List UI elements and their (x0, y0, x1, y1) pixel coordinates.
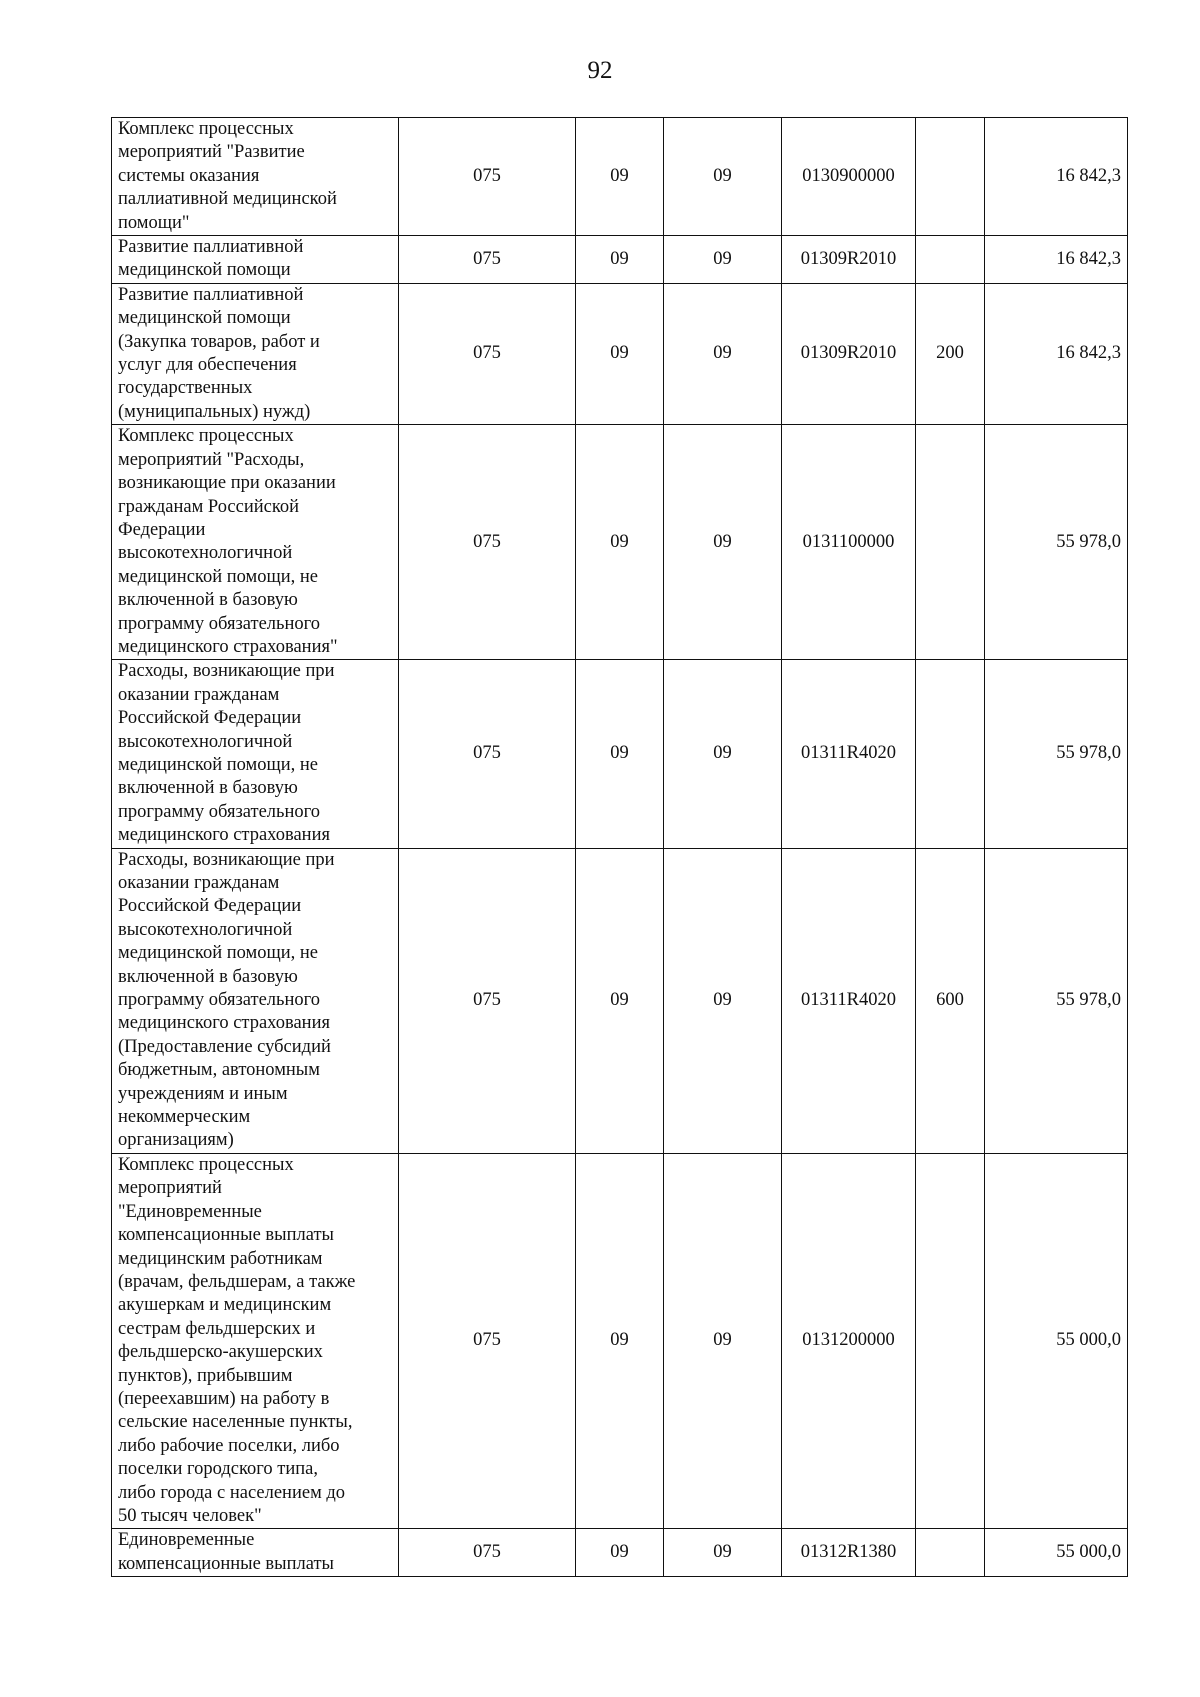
ministry-code: 075 (399, 425, 576, 660)
table-row (112, 236, 1128, 284)
target-article-code: 01311R4020 (782, 848, 916, 1153)
expense-type-code (916, 1153, 985, 1529)
subsection-code: 09 (664, 425, 782, 660)
subsection-code: 09 (664, 1529, 782, 1577)
row-name: Комплекс процессных мероприятий "Развитие системы оказания паллиативной медицинской помощи" (112, 118, 399, 236)
section-code: 09 (576, 1153, 664, 1529)
amount: 55 978,0 (985, 660, 1128, 848)
table-row (112, 848, 1128, 1153)
amount: 55 000,0 (985, 1153, 1128, 1529)
target-article-code: 0130900000 (782, 118, 916, 236)
section-code: 09 (576, 1529, 664, 1577)
table-row (112, 118, 1128, 236)
table-row (112, 660, 1128, 848)
expense-type-code (916, 660, 985, 848)
expense-type-code (916, 118, 985, 236)
row-name: Единовременные компенсационные выплаты (112, 1529, 399, 1577)
table-row (112, 1529, 1128, 1577)
amount: 16 842,3 (985, 118, 1128, 236)
page-number: 92 (587, 57, 613, 84)
ministry-code: 075 (399, 848, 576, 1153)
section-code: 09 (576, 283, 664, 424)
section-code: 09 (576, 118, 664, 236)
section-code: 09 (576, 848, 664, 1153)
subsection-code: 09 (664, 848, 782, 1153)
subsection-code: 09 (664, 283, 782, 424)
section-code: 09 (576, 236, 664, 284)
row-name: Развитие паллиативной медицинской помощи (Закупка товаров, работ и услуг для обеспечения государственных (муниципальных) нужд) (112, 283, 399, 424)
amount: 16 842,3 (985, 236, 1128, 284)
ministry-code: 075 (399, 118, 576, 236)
amount: 55 978,0 (985, 848, 1128, 1153)
row-name: Комплекс процессных мероприятий "Расходы, возникающие при оказании гражданам Российской Федерации высокотехнологичной медицинской помощи, не включенной в базовую программу обязательного медицинского страхования" (112, 425, 399, 660)
target-article-code: 01309R2010 (782, 283, 916, 424)
amount: 16 842,3 (985, 283, 1128, 424)
target-article-code: 0131200000 (782, 1153, 916, 1529)
expense-type-code (916, 1529, 985, 1577)
expense-type-code: 200 (916, 283, 985, 424)
table-row (112, 283, 1128, 424)
ministry-code: 075 (399, 1153, 576, 1529)
target-article-code: 01309R2010 (782, 236, 916, 284)
row-name: Развитие паллиативной медицинской помощи (112, 236, 399, 284)
expense-type-code (916, 236, 985, 284)
budget-table (111, 117, 1128, 1577)
section-code: 09 (576, 660, 664, 848)
row-name: Комплекс процессных мероприятий "Единовременные компенсационные выплаты медицинским работникам (врачам, фельдшерам, а также акушеркам и медицинским сестрам фельдшерских и фельдшерско-акушерских пунктов), прибывшим (переехавшим) на работу в сельские населенные пункты, либо рабочие поселки, либо поселки городского типа, либо города с населением до 50 тысяч человек" (112, 1153, 399, 1529)
table-row (112, 425, 1128, 660)
ministry-code: 075 (399, 236, 576, 284)
row-name: Расходы, возникающие при оказании гражданам Российской Федерации высокотехнологичной медицинской помощи, не включенной в базовую программу обязательного медицинского страхования (Предоставление субсидий бюджетным, автономным учреждениям и иным некоммерческим организациям) (112, 848, 399, 1153)
section-code: 09 (576, 425, 664, 660)
expense-type-code (916, 425, 985, 660)
ministry-code: 075 (399, 660, 576, 848)
target-article-code: 01312R1380 (782, 1529, 916, 1577)
target-article-code: 01311R4020 (782, 660, 916, 848)
target-article-code: 0131100000 (782, 425, 916, 660)
amount: 55 000,0 (985, 1529, 1128, 1577)
table-row (112, 1153, 1128, 1529)
ministry-code: 075 (399, 1529, 576, 1577)
row-name: Расходы, возникающие при оказании гражданам Российской Федерации высокотехнологичной медицинской помощи, не включенной в базовую программу обязательного медицинского страхования (112, 660, 399, 848)
subsection-code: 09 (664, 660, 782, 848)
subsection-code: 09 (664, 1153, 782, 1529)
amount: 55 978,0 (985, 425, 1128, 660)
subsection-code: 09 (664, 236, 782, 284)
subsection-code: 09 (664, 118, 782, 236)
ministry-code: 075 (399, 283, 576, 424)
expense-type-code: 600 (916, 848, 985, 1153)
